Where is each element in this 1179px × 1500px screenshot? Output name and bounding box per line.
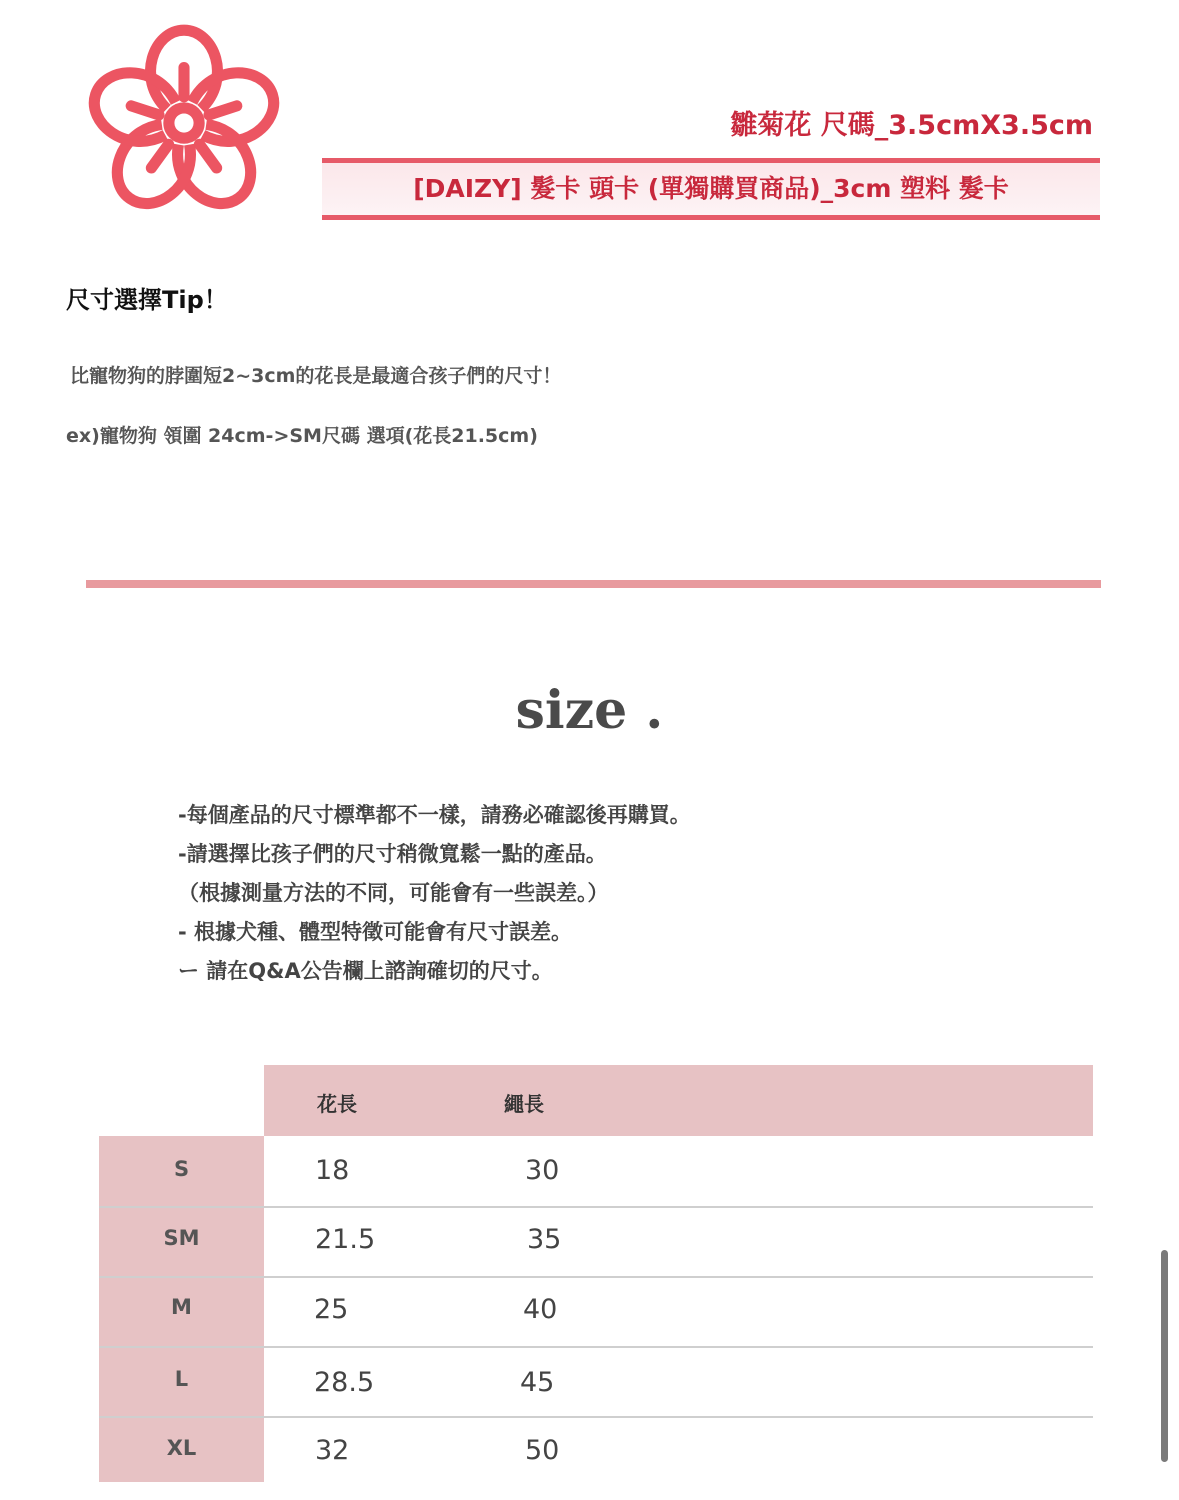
- header-flower-length: 花長: [317, 1092, 357, 1116]
- size-note: -請選擇比孩子們的尺寸稍微寬鬆一點的產品。: [178, 842, 607, 866]
- size-label: S: [173, 1157, 190, 1181]
- rope-length-value: 35: [527, 1224, 562, 1255]
- tip-example: ex)寵物狗 領圍 24cm->SM尺碼 選項(花長21.5cm): [66, 425, 538, 447]
- tip-heading: 尺寸選擇Tip！: [66, 286, 228, 314]
- size-note: -每個產品的尺寸標準都不一樣，請務必確認後再購買。: [178, 803, 691, 827]
- size-label: XL: [166, 1436, 197, 1460]
- size-heading: size .: [515, 680, 664, 741]
- flower-length-value: 28.5: [314, 1367, 375, 1398]
- flower-length-value: 32: [315, 1435, 350, 1466]
- rope-length-value: 45: [520, 1367, 555, 1398]
- row-divider: [99, 1206, 1093, 1208]
- size-label: L: [174, 1367, 189, 1391]
- size-label: M: [171, 1295, 192, 1319]
- banner-bottom-line: [322, 215, 1100, 220]
- flower-length-value: 25: [314, 1294, 349, 1325]
- rope-length-value: 30: [525, 1155, 560, 1186]
- scrollbar-thumb[interactable]: [1161, 1250, 1168, 1462]
- flower-length-value: 18: [315, 1155, 350, 1186]
- row-divider: [99, 1276, 1093, 1278]
- row-divider: [99, 1416, 1093, 1418]
- size-note: （根據測量方法的不同，可能會有一些誤差。）: [178, 881, 609, 905]
- size-note: ー 請在Q&A公告欄上諮詢確切的尺寸。: [178, 959, 553, 983]
- size-note: - 根據犬種、體型特徵可能會有尺寸誤差。: [178, 920, 573, 944]
- size-label: SM: [163, 1226, 200, 1250]
- tip-text: 比寵物狗的脖圍短2~3cm的花長是最適合孩子們的尺寸！: [70, 365, 562, 387]
- rope-length-value: 50: [525, 1435, 560, 1466]
- product-banner-title: [DAIZY] 髮卡 頭卡 (單獨購買商品)_3cm 塑料 髮卡: [413, 174, 1009, 203]
- table-header-band: [264, 1065, 1093, 1136]
- flower-length-value: 21.5: [315, 1224, 376, 1255]
- row-divider: [99, 1346, 1093, 1348]
- section-divider: [86, 580, 1101, 588]
- header-rope-length: 繩長: [504, 1092, 544, 1116]
- rope-length-value: 40: [523, 1294, 558, 1325]
- product-subtitle: 雛菊花 尺碼_3.5cmX3.5cm: [730, 110, 1093, 141]
- daisy-flower-icon: [82, 14, 286, 226]
- size-notes: [178, 800, 998, 995]
